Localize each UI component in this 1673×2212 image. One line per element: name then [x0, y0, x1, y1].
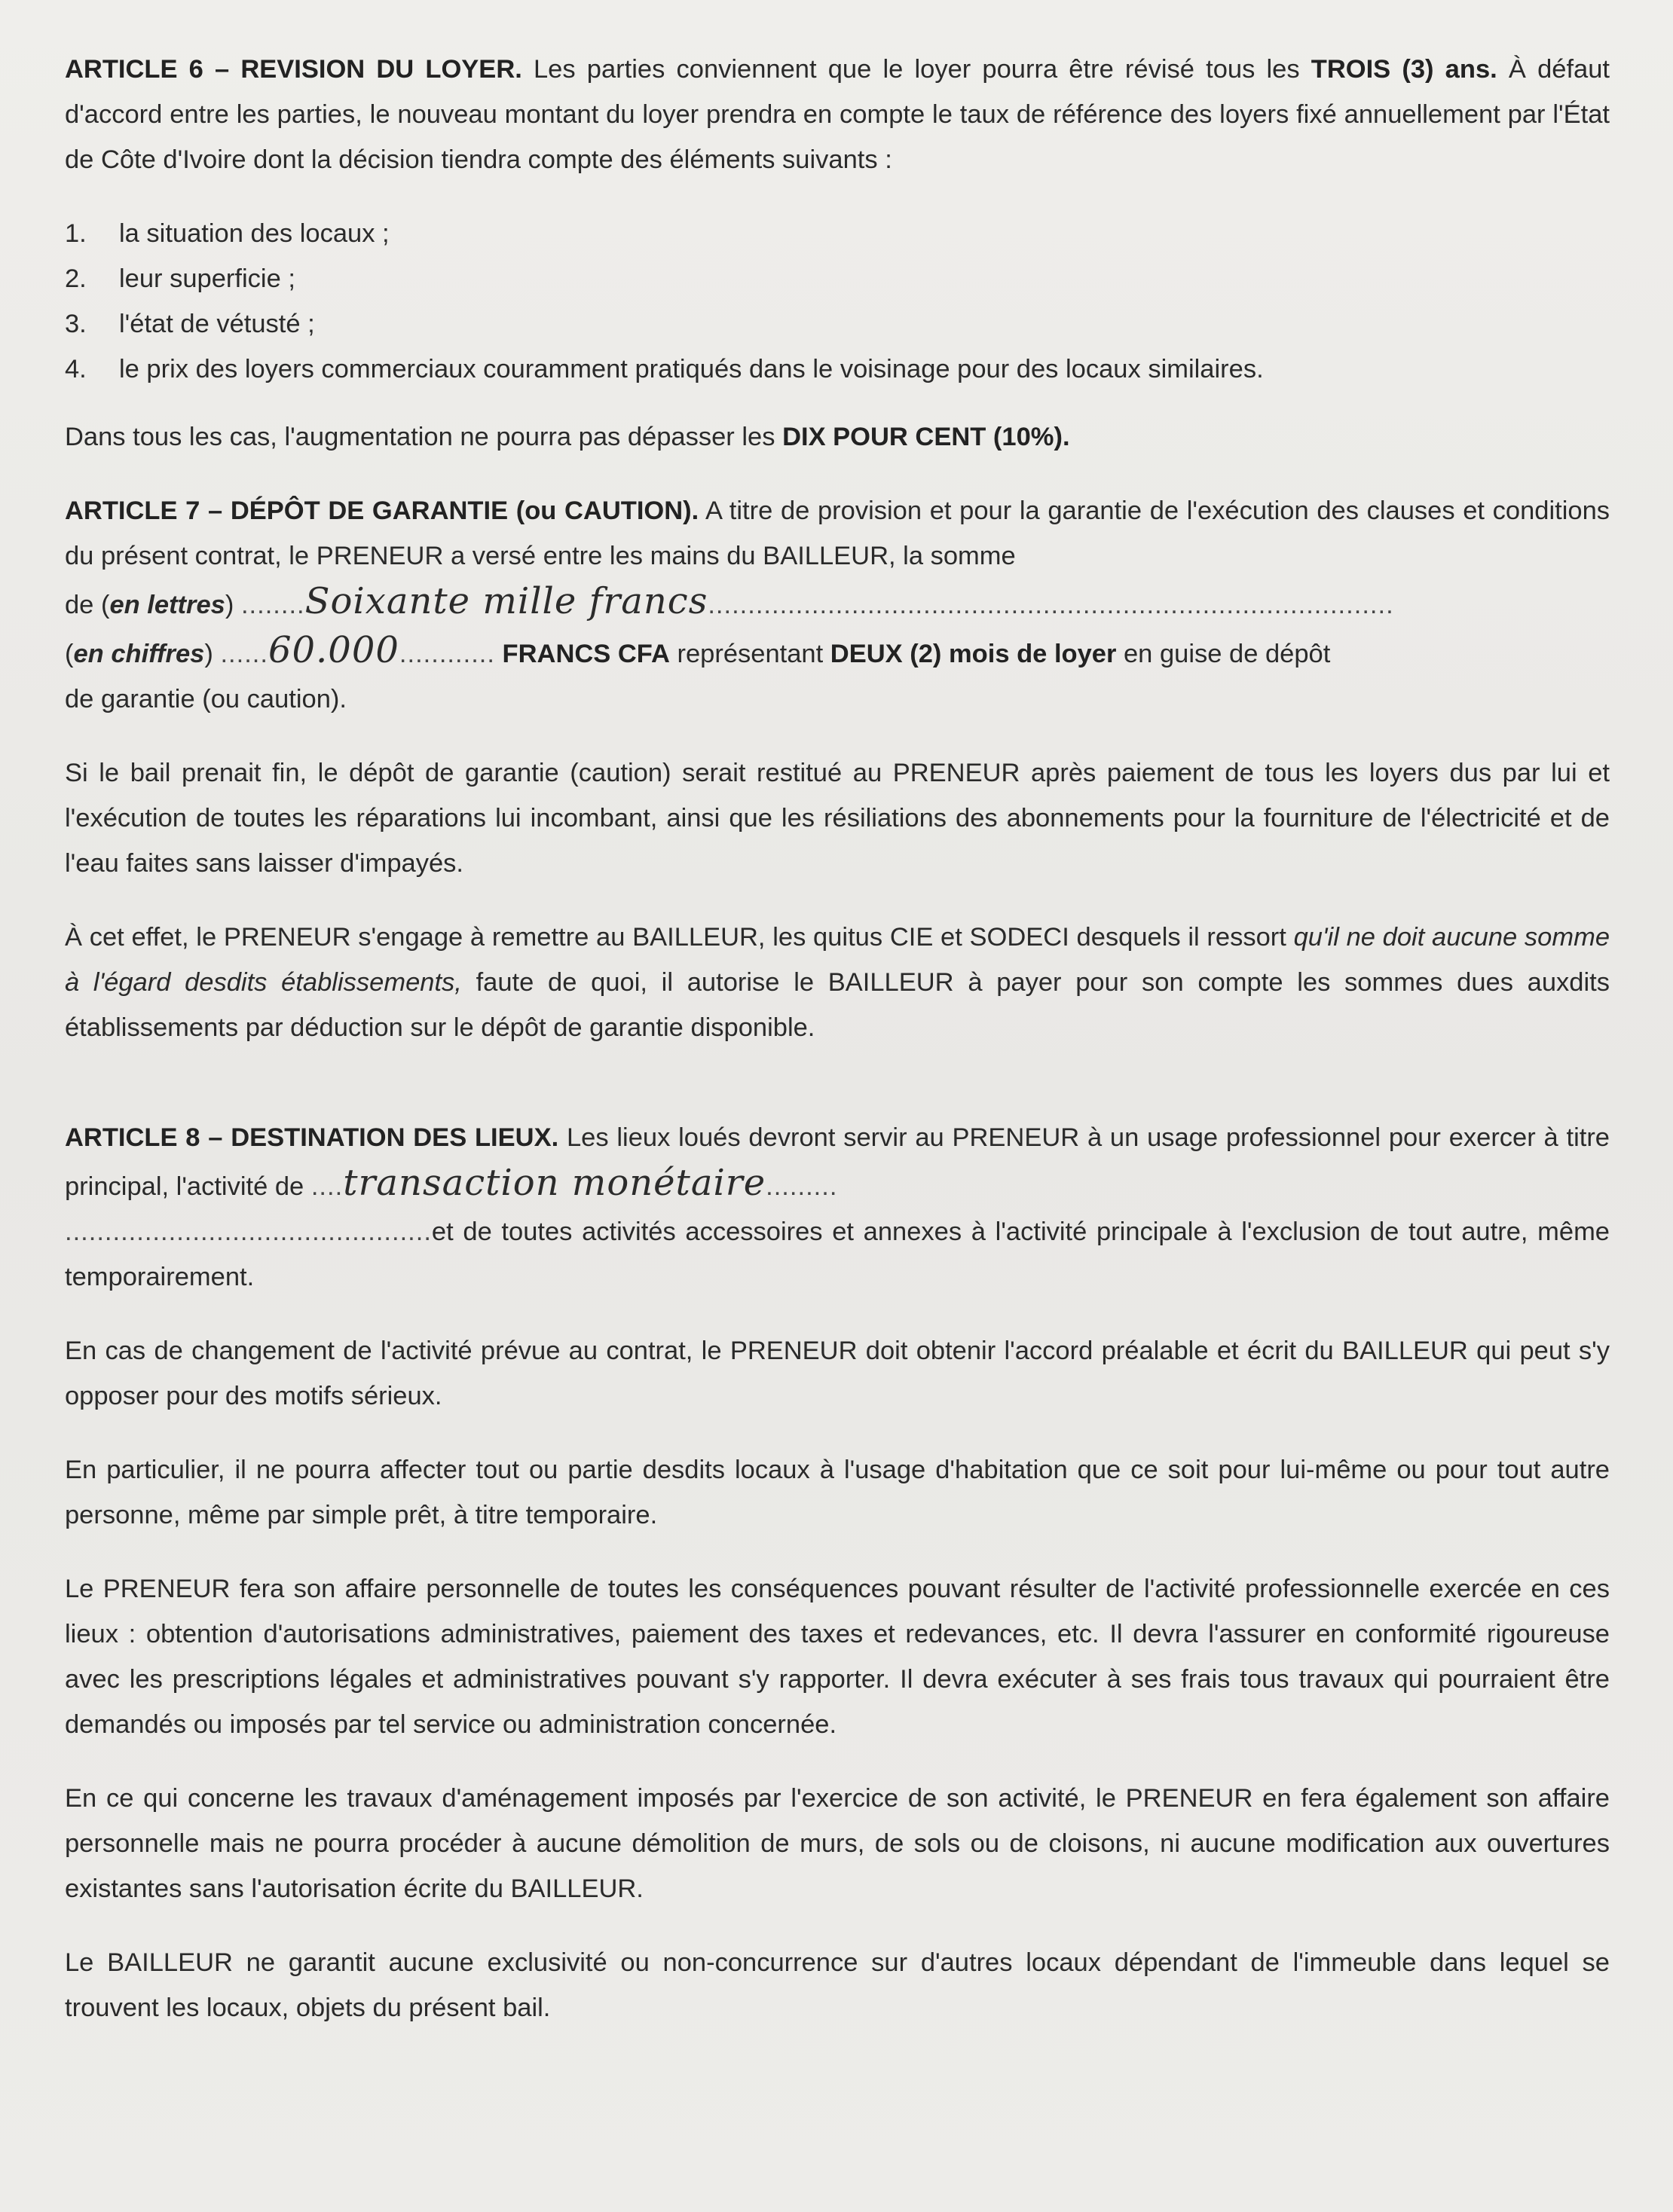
document-body — [65, 47, 1610, 2059]
article-8-paragraph-5: En ce qui concerne les travaux d'aménagement imposés par l'exercice de son activité, le PRENEUR en fera également son affaire personnelle mais ne pourra procéder à aucune démolition de murs, de sols ou de cloisons, ni aucune modification aux ouvertures existantes sans l'autorisation écrite du BAILLEUR. — [65, 1784, 1610, 1903]
article-7-title: ARTICLE 7 – DÉPÔT DE GARANTIE (ou CAUTION). — [65, 496, 699, 525]
article-7-paragraph-2: Si le bail prenait fin, le dépôt de garantie (caution) serait restitué au PRENEUR après paiement de tous les loyers dus par lui et l'exécution de toutes les réparations lui incombant, ainsi que les résiliations des abonnements pour la fourniture de l'électricité et de l'eau faites sans laisser d'impayés. — [65, 759, 1610, 878]
article-6-cap: Dans tous les cas, l'augmentation ne pourra pas dépasser les DIX POUR CENT (10%). — [65, 423, 1070, 451]
article-8-paragraph-4: Le PRENEUR fera son affaire personnelle de toutes les conséquences pouvant résulter de l'activité professionnelle exercée en ces lieux : obtention d'autorisations administratives, paiement des taxes et redevances, etc. Il devra l'assurer en conformité rigoureuse avec les prescriptions légales et administratives pouvant s'y rapporter. Il devra exécuter à ses frais tous travaux qui pourraient être demandés ou imposés par tel service ou administration concernée. — [65, 1575, 1610, 1739]
amount-figures-line: (en chiffres) ......60.000............ FRANCS CFA représentant DEUX (2) mois de loyer en guise de dépôt — [65, 629, 1331, 671]
article-8-paragraph-3: En particulier, il ne pourra affecter tout ou partie desdits locaux à l'usage d'habitation que ce soit pour lui-même ou pour tout autre personne, même par simple prêt, à titre temporaire. — [65, 1456, 1610, 1529]
handwritten-amount-words: Soixante mille francs — [304, 580, 708, 622]
article-6 — [65, 47, 1610, 182]
list-item: 1. la situation des locaux ; — [65, 219, 390, 248]
article-7: ARTICLE 7 – DÉPÔT DE GARANTIE (ou CAUTION). A titre de provision et pour la garantie de l'exécution des clauses et conditions du présent contrat, le PRENEUR a versé entre les mains du BAILLEUR, la somme de (en lettres) ........Soixante mille francs...................................................................................... (en chiffres) ......60.000............ FRANCS CFA représentant DEUX (2) mois de loyer en guise de dépôt de garantie (ou caution). — [65, 496, 1610, 713]
article-6-title: ARTICLE 6 – REVISION DU LOYER. — [65, 55, 522, 84]
article-8-paragraph-2: En cas de changement de l'activité prévue au contrat, le PRENEUR doit obtenir l'accord préalable et écrit du BAILLEUR qui peut s'y opposer pour des motifs sérieux. — [65, 1337, 1610, 1410]
article-6-text-1: Les parties conviennent que le loyer pourra être révisé tous les — [534, 55, 1300, 84]
handwritten-activity: transaction monétaire — [343, 1162, 766, 1204]
list-item: 4. le prix des loyers commerciaux couramment pratiqués dans le voisinage pour des locaux similaires. — [65, 355, 1264, 383]
article-6-bold-term: TROIS (3) ans. — [1311, 55, 1497, 84]
article-8: ARTICLE 8 – DESTINATION DES LIEUX. Les lieux loués devront servir au PRENEUR à un usage professionnel pour exercer à titre principal, l'activité de ....transaction monétaire......... ..............................................et de toutes activités accessoires et annexes à l'activité principale à l'exclusion de tout autre, même temporairement. — [65, 1123, 1610, 1291]
list-item: 3. l'état de vétusté ; — [65, 310, 315, 338]
list-item: 2. leur superficie ; — [65, 264, 295, 293]
revision-criteria-list — [65, 211, 1610, 392]
article-7-paragraph-3: À cet effet, le PRENEUR s'engage à remettre au BAILLEUR, les quitus CIE et SODECI desquels il ressort qu'il ne doit aucune somme à l'égard desdits établissements, faute de quoi, il autorise le BAILLEUR à payer pour son compte les sommes dues auxdits établissements par déduction sur le dépôt de garantie disponible. — [65, 923, 1610, 1042]
article-8-paragraph-6: Le BAILLEUR ne garantit aucune exclusivité ou non-concurrence sur d'autres locaux dépendant de l'immeuble dans lequel se trouvent les locaux, objets du présent bail. — [65, 1948, 1610, 2022]
handwritten-amount-figures: 60.000 — [268, 629, 399, 671]
article-6-text-2: À défaut d'accord entre les parties, le nouveau montant du loyer prendra en compte le taux de référence des loyers fixé annuellement par l'État de Côte d'Ivoire dont la décision tiendra compte des éléments suivants : — [65, 55, 1610, 174]
amount-words-line: de (en lettres) ........Soixante mille francs...................................................................................... — [65, 580, 1394, 622]
article-8-title: ARTICLE 8 – DESTINATION DES LIEUX. — [65, 1123, 559, 1152]
